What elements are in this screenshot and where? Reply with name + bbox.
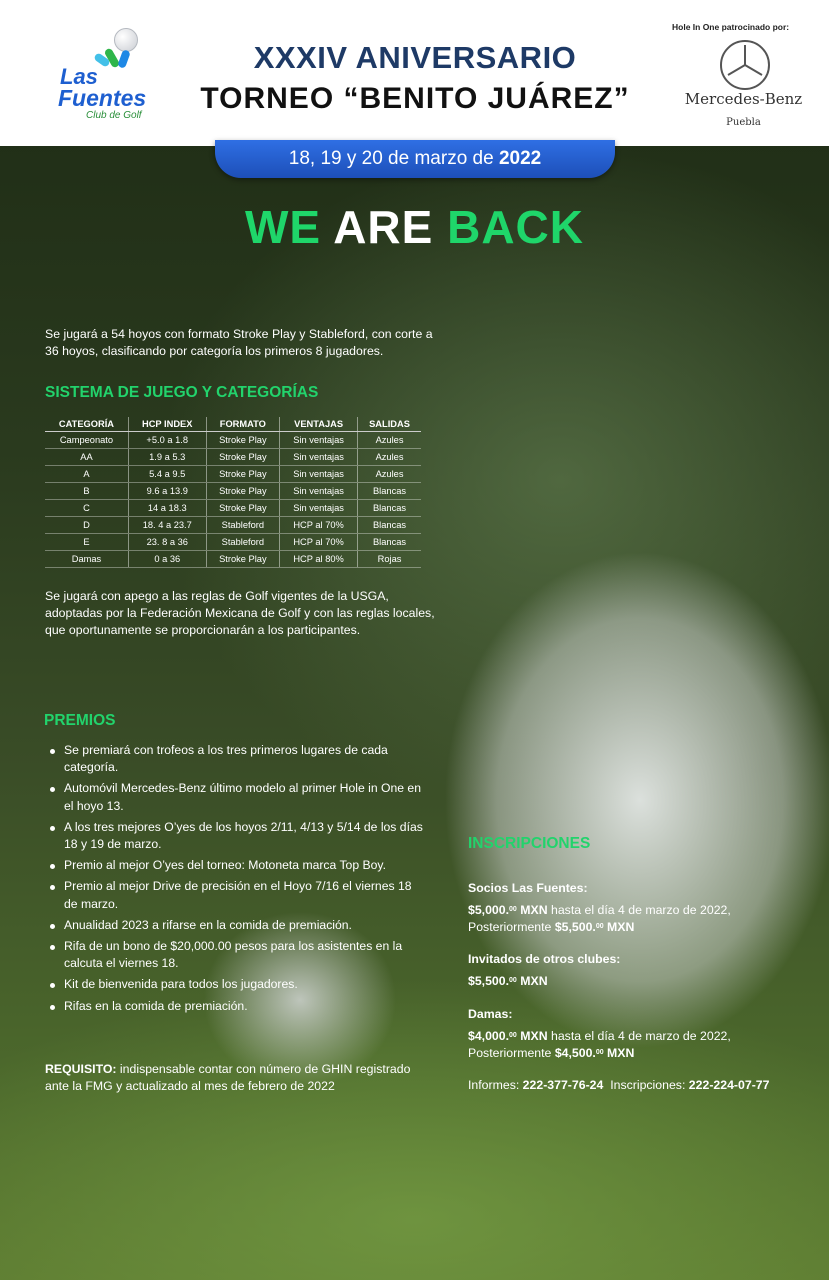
table-header: SALIDAS [358,417,421,432]
damas-after-label: Posteriormente [468,1046,555,1060]
table-cell: C [45,500,128,517]
table-cell: Sin ventajas [280,483,358,500]
damas-price1-cents: 00 [509,1032,517,1039]
hero-heading [0,200,829,254]
table-cell: E [45,534,128,551]
section-title-inscripciones: INSCRIPCIONES [468,835,591,852]
damas-price1: $4,000. [468,1029,510,1043]
header [0,0,829,146]
damas-after-line [468,1045,818,1062]
table-cell: Blancas [358,500,421,517]
table-row [45,534,421,551]
requirement-label: REQUISITO: [45,1062,117,1076]
table-header: FORMATO [206,417,280,432]
sponsor-caption: Hole In One patrocinado por: [672,22,790,32]
table-cell: Sin ventajas [280,466,358,483]
table-cell: D [45,517,128,534]
table-cell: Stroke Play [206,466,280,483]
socios-price2-cents: 00 [595,923,604,930]
table-header: VENTAJAS [280,417,358,432]
table-header: CATEGORÍA [45,417,128,432]
swoosh-icon [117,49,131,69]
table-cell: 23. 8 a 36 [128,534,206,551]
list-item: Se premiará con trofeos a los tres primeros lugares de cada categoría. [44,742,424,776]
table-cell: Stableford [206,534,280,551]
requirement-note [45,1061,425,1095]
table-cell: 18. 4 a 23.7 [128,517,206,534]
list-item: Automóvil Mercedes-Benz último modelo al primer Hole in One en el hoyo 13. [44,780,424,814]
event-title: XXXIV ANIVERSARIO [253,40,577,75]
table-cell: Sin ventajas [280,449,358,466]
table-cell: 9.6 a 13.9 [128,483,206,500]
table-cell: HCP al 70% [280,517,358,534]
invitados-label: Invitados de otros clubes: [468,952,621,966]
socios-block [468,880,818,936]
socios-price1-currency: MXN [516,903,548,917]
logo-text-club: Club de Golf [86,110,142,121]
table-cell: Sin ventajas [280,500,358,517]
inscripciones-label: Inscripciones: [603,1078,689,1092]
damas-price2-currency: MXN [603,1046,635,1060]
invitados-price-cents: 00 [509,977,517,984]
prizes-list [44,742,424,1019]
las-fuentes-logo [48,28,158,128]
rules-paragraph: Se jugará con apego a las reglas de Golf vigentes de la USGA, adoptadas por la Federación Mexicana de Golf y con las reglas locales, que oportunamente se proporcionarán a los participantes. [45,589,435,637]
socios-price1: $5,000. [468,903,510,917]
table-cell: Stroke Play [206,500,280,517]
table-cell: AA [45,449,128,466]
table-row [45,483,421,500]
socios-after-line [468,919,818,936]
table-cell: A [45,466,128,483]
table-row [45,466,421,483]
hero-word-are: ARE [333,201,434,253]
table-cell: HCP al 80% [280,551,358,568]
tournament-name: TORNEO “BENITO JUÁREZ” [200,82,630,115]
table-cell: Campeonato [45,432,128,449]
mercedes-star-icon [720,40,770,90]
damas-price1-currency: MXN [516,1029,548,1043]
invitados-block [468,951,818,990]
table-cell: 14 a 18.3 [128,500,206,517]
damas-price2: $4,500. [554,1046,596,1060]
intro-paragraph: Se jugará a 54 hoyos con formato Stroke Play y Stableford, con corte a 36 hoyos, clasificando por categoría los primeros 8 jugadores. [45,327,433,358]
list-item: Rifa de un bono de $20,000.00 pesos para los asistentes en la calcuta el viernes 18. [44,938,424,972]
table-cell: Blancas [358,483,421,500]
sponsor-city: Puebla [726,117,761,128]
informes-label: Informes: [468,1078,523,1092]
invitados-price: $5,500. [468,974,510,988]
table-cell: Stroke Play [206,483,280,500]
date-year: 2022 [498,148,542,169]
socios-after-label: Posteriormente [468,920,555,934]
table-cell: Stroke Play [206,551,280,568]
table-cell: Stroke Play [206,432,280,449]
date-text: 18, 19 y 20 de marzo de [288,148,499,169]
table-cell: 5.4 a 9.5 [128,466,206,483]
table-cell: HCP al 70% [280,534,358,551]
list-item: Kit de bienvenida para todos los jugadores. [44,976,424,993]
logo-text-fuentes: Fuentes [58,85,147,111]
table-cell: Azules [358,432,421,449]
table-header: HCP INDEX [128,417,206,432]
table-row [45,500,421,517]
table-row [45,517,421,534]
list-item: Premio al mejor O’yes del torneo: Motoneta marca Top Boy. [44,857,424,874]
list-item: A los tres mejores O’yes de los hoyos 2/11, 4/13 y 5/14 de los días 18 y 19 de marzo. [44,819,424,853]
table-cell: 1.9 a 5.3 [128,449,206,466]
categories-table [45,417,421,568]
list-item: Rifas en la comida de premiación. [44,998,424,1015]
table-cell: Stableford [206,517,280,534]
golf-ball-icon [114,28,138,52]
date-banner [215,140,615,178]
table-cell: Damas [45,551,128,568]
table-cell: Azules [358,449,421,466]
damas-price1-deadline: hasta el día 4 de marzo de 2022, [547,1029,731,1043]
sponsor-name: Mercedes-Benz [684,90,803,108]
table-cell: 0 a 36 [128,551,206,568]
table-row [45,551,421,568]
socios-price1-cents: 00 [509,906,517,913]
table-cell: Blancas [358,534,421,551]
logo-text-las: Las [60,64,98,89]
table-cell: Blancas [358,517,421,534]
list-item: Anualidad 2023 a rifarse en la comida de premiación. [44,917,424,934]
table-cell: +5.0 a 1.8 [128,432,206,449]
socios-price2: $5,500. [554,920,596,934]
hero-word-back: BACK [447,201,584,253]
table-cell: Azules [358,466,421,483]
socios-price1-deadline: hasta el día 4 de marzo de 2022, [547,903,731,917]
invitados-price-line [468,973,818,990]
damas-price-line [468,1028,818,1045]
damas-block [468,1006,818,1062]
socios-price2-currency: MXN [603,920,635,934]
inscripciones-phone: 222-224-07-77 [688,1078,770,1092]
table-cell: B [45,483,128,500]
damas-price2-cents: 00 [595,1049,604,1056]
socios-label: Socios Las Fuentes: [468,881,588,895]
table-cell: Rojas [358,551,421,568]
list-item: Premio al mejor Drive de precisión en el Hoyo 7/16 el viernes 18 de marzo. [44,878,424,912]
hero-word-we: WE [245,201,322,253]
contact-line [468,1077,818,1094]
requirement-text: indispensable contar con número de GHIN registrado ante la FMG y actualizado al mes de febrero de 2022 [45,1062,411,1093]
section-title-premios: PREMIOS [44,712,116,729]
socios-price-line [468,902,818,919]
invitados-price-currency: MXN [516,974,548,988]
informes-phone: 222-377-76-24 [522,1078,604,1092]
damas-label: Damas: [468,1007,513,1021]
section-title-sistema: SISTEMA DE JUEGO Y CATEGORÍAS [45,384,319,401]
table-header-row [45,417,421,432]
table-row [45,449,421,466]
table-row [45,432,421,449]
table-cell: Stroke Play [206,449,280,466]
table-cell: Sin ventajas [280,432,358,449]
